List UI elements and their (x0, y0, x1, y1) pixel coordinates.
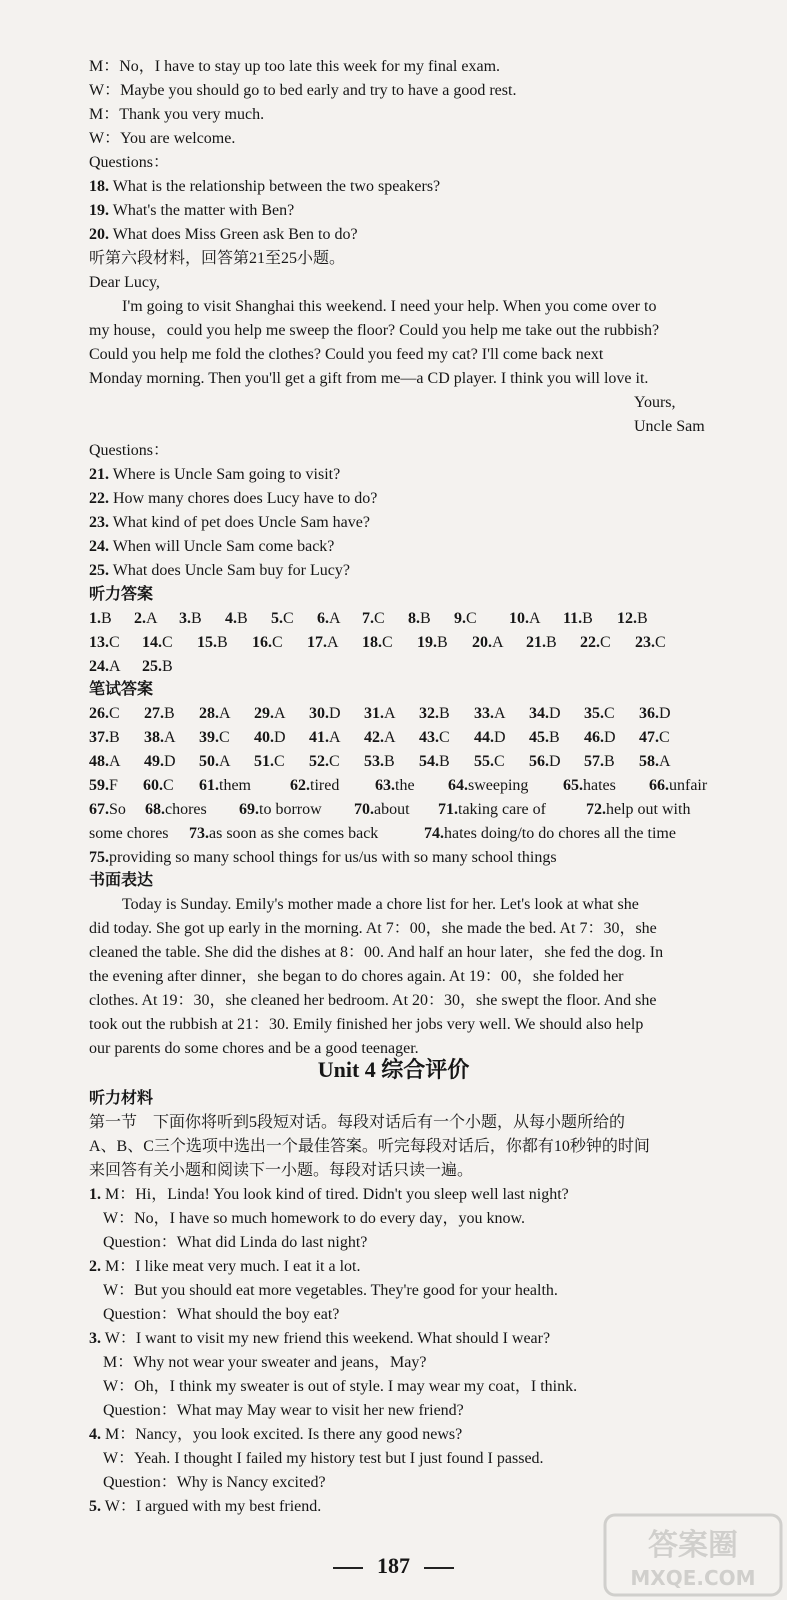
question-23: 23. What kind of pet does Uncle Sam have? (89, 514, 370, 531)
answer-item: 66.unfair (649, 777, 708, 794)
section-6-intro: 听第六段材料，回答第21至25小题。 (89, 250, 346, 267)
answer-item: 59.F (89, 777, 118, 794)
answer-item: 3.B (179, 610, 202, 627)
answer-item: 56.D (529, 753, 561, 770)
page-number-dash (333, 1567, 363, 1569)
essay-line: did today. She got up early in the morning. At 7：00，she made the bed. At 7：30，she (89, 920, 657, 937)
letter-line: Could you help me fold the clothes? Could you feed my cat? I'll come back next (89, 346, 604, 363)
answer-item: 58.A (639, 753, 671, 770)
question-24: 24. When will Uncle Sam come back? (89, 538, 335, 555)
answer-item: 68.chores (145, 801, 207, 818)
answer-item: 10.A (509, 610, 541, 627)
answer-item: 28.A (199, 705, 231, 722)
svg-text:答案圈: 答案圈 (648, 1528, 738, 1563)
essay-line: the evening after dinner，she began to do chores again. At 19：00，she folded her (89, 968, 624, 985)
answer-item: 65.hates (563, 777, 616, 794)
letter-greeting: Dear Lucy, (89, 274, 160, 291)
essay-line: Today is Sunday. Emily's mother made a chore list for her. Let's look at what she (122, 896, 639, 913)
answer-item: 67.So (89, 801, 126, 818)
answer-item: 13.C (89, 634, 120, 651)
question-18: 18. What is the relationship between the two speakers? (89, 178, 441, 195)
answer-item: 17.A (307, 634, 339, 651)
answer-item: 61.them (199, 777, 251, 794)
answer-item: 48.A (89, 753, 121, 770)
answer-item: 6.A (317, 610, 341, 627)
answer-item: 60.C (143, 777, 174, 794)
questions-label: Questions： (89, 442, 170, 459)
dialogue-question: Question：What may May wear to visit her new friend? (103, 1402, 464, 1419)
dialogue-4: 4. M：Nancy，you look excited. Is there any good news? (89, 1426, 463, 1443)
dialogue-line: M：No，I have to stay up too late this week for my final exam. (89, 58, 501, 75)
answer-item: 54.B (419, 753, 450, 770)
letter-closing: Yours, (634, 394, 676, 411)
dialogue-line: M：Why not wear your sweater and jeans，May? (103, 1354, 427, 1371)
answer-item: 16.C (252, 634, 283, 651)
answer-item: 11.B (563, 610, 593, 627)
answer-item: 52.C (309, 753, 340, 770)
dialogue-line: W：Oh，I think my sweater is out of style. I may wear my coat，I think. (103, 1378, 578, 1395)
dialogue-5: 5. W：I argued with my best friend. (89, 1498, 322, 1515)
unit-title: Unit 4 综合评价 (317, 1057, 470, 1082)
answer-item: 50.A (199, 753, 231, 770)
answer-item: 4.B (225, 610, 248, 627)
answer-item: 12.B (617, 610, 648, 627)
dialogue-question: Question：Why is Nancy excited? (103, 1474, 326, 1491)
letter-line: I'm going to visit Shanghai this weekend. I need your help. When you come over to (122, 298, 657, 315)
answer-item: 75.providing so many school things for us/us with so many school things (89, 849, 557, 866)
answer-item: 29.A (254, 705, 286, 722)
page-number-dash (424, 1567, 454, 1569)
section-1-intro: 第一节 下面你将听到5段短对话。每段对话后有一个小题，从每小题所给的 (89, 1114, 626, 1131)
answer-item: 7.C (362, 610, 385, 627)
answer-item: 46.D (584, 729, 616, 746)
answer-item: 19.B (417, 634, 448, 651)
answer-item: 62.tired (290, 777, 340, 794)
answer-item: 15.B (197, 634, 228, 651)
answer-item: 53.B (364, 753, 395, 770)
answer-item: 37.B (89, 729, 120, 746)
essay-line: clothes. At 19：30，she cleaned her bedroom. At 20：30，she swept the floor. And she (89, 992, 657, 1009)
dialogue-question: Question：What did Linda do last night? (103, 1234, 368, 1251)
answer-item: 31.A (364, 705, 396, 722)
answer-item: 35.C (584, 705, 615, 722)
dialogue-2: 2. M：I like meat very much. I eat it a lot. (89, 1258, 361, 1275)
answer-item: 41.A (309, 729, 341, 746)
answer-item: 1.B (89, 610, 112, 627)
answer-item: 39.C (199, 729, 230, 746)
page-number: 187 (0, 1553, 787, 1579)
answer-item: 24.A (89, 658, 121, 675)
answer-item: 70.about (354, 801, 410, 818)
section-1-intro: 来回答有关小题和阅读下一小题。每段对话只读一遍。 (89, 1162, 474, 1179)
answer-item: 36.D (639, 705, 671, 722)
answer-item: 63.the (375, 777, 415, 794)
written-answers-heading: 笔试答案 (89, 681, 154, 698)
answer-item: 73.as soon as she comes back (189, 825, 379, 842)
answer-item: 26.C (89, 705, 120, 722)
dialogue-line: M：Thank you very much. (89, 106, 265, 123)
question-19: 19. What's the matter with Ben? (89, 202, 295, 219)
answer-item: 47.C (639, 729, 670, 746)
answer-item: 34.D (529, 705, 561, 722)
answer-item: 45.B (529, 729, 560, 746)
essay-line: our parents do some chores and be a good teenager. (89, 1040, 419, 1057)
answer-item: 14.C (142, 634, 173, 651)
answer-item: 33.A (474, 705, 506, 722)
answer-item: 2.A (134, 610, 158, 627)
answer-item: 55.C (474, 753, 505, 770)
essay-line: took out the rubbish at 21：30. Emily finished her jobs very well. We should also help (89, 1016, 644, 1033)
dialogue-3: 3. W：I want to visit my new friend this weekend. What should I wear? (89, 1330, 551, 1347)
dialogue-1: 1. M：Hi，Linda! You look kind of tired. Didn't you sleep well last night? (89, 1186, 569, 1203)
answer-item: 44.D (474, 729, 506, 746)
dialogue-line: W：Yeah. I thought I failed my history test but I just found I passed. (103, 1450, 544, 1467)
answer-item: some chores (89, 825, 169, 842)
listening-material-heading: 听力材料 (89, 1090, 154, 1107)
answer-item: 30.D (309, 705, 341, 722)
essay-line: cleaned the table. She did the dishes at 8：00. And half an hour later，she fed the dog. In (89, 944, 664, 961)
svg-text:MXQE.COM: MXQE.COM (630, 1566, 756, 1590)
answer-item: 57.B (584, 753, 615, 770)
answer-item: 18.C (362, 634, 393, 651)
dialogue-question: Question：What should the boy eat? (103, 1306, 340, 1323)
dialogue-line: W：No，I have so much homework to do every day，you know. (103, 1210, 525, 1227)
answer-item: 8.B (408, 610, 431, 627)
answer-item: 22.C (580, 634, 611, 651)
answer-item: 25.B (142, 658, 173, 675)
dialogue-line: W：But you should eat more vegetables. They're good for your health. (103, 1282, 558, 1299)
answer-item: 9.C (454, 610, 477, 627)
question-25: 25. What does Uncle Sam buy for Lucy? (89, 562, 350, 579)
answer-item: 49.D (144, 753, 176, 770)
letter-line: Monday morning. Then you'll get a gift from me—a CD player. I think you will love it. (89, 370, 649, 387)
writing-heading: 书面表达 (89, 872, 154, 889)
watermark-logo (603, 1513, 783, 1597)
answer-item: 72.help out with (586, 801, 691, 818)
question-21: 21. Where is Uncle Sam going to visit? (89, 466, 341, 483)
answer-item: 38.A (144, 729, 176, 746)
questions-label: Questions： (89, 154, 170, 171)
dialogue-line: W：You are welcome. (89, 130, 236, 147)
answer-item: 20.A (472, 634, 504, 651)
listening-answers-heading: 听力答案 (89, 586, 154, 603)
answer-item: 5.C (271, 610, 294, 627)
answer-item: 64.sweeping (448, 777, 529, 794)
answer-item: 27.B (144, 705, 175, 722)
question-20: 20. What does Miss Green ask Ben to do? (89, 226, 358, 243)
answer-item: 21.B (526, 634, 557, 651)
answer-item: 32.B (419, 705, 450, 722)
letter-line: my house，could you help me sweep the floor? Could you help me take out the rubbish? (89, 322, 660, 339)
letter-signature: Uncle Sam (634, 418, 705, 435)
question-22: 22. How many chores does Lucy have to do? (89, 490, 378, 507)
section-1-intro: A、B、C三个选项中选出一个最佳答案。听完每段对话后，你都有10秒钟的时间 (89, 1138, 650, 1155)
answer-item: 42.A (364, 729, 396, 746)
answer-item: 74.hates doing/to do chores all the time (424, 825, 676, 842)
answer-item: 51.C (254, 753, 285, 770)
answer-item: 43.C (419, 729, 450, 746)
answer-item: 71.taking care of (438, 801, 546, 818)
dialogue-line: W：Maybe you should go to bed early and try to have a good rest. (89, 82, 517, 99)
answer-item: 69.to borrow (239, 801, 322, 818)
answer-item: 23.C (635, 634, 666, 651)
answer-item: 40.D (254, 729, 286, 746)
